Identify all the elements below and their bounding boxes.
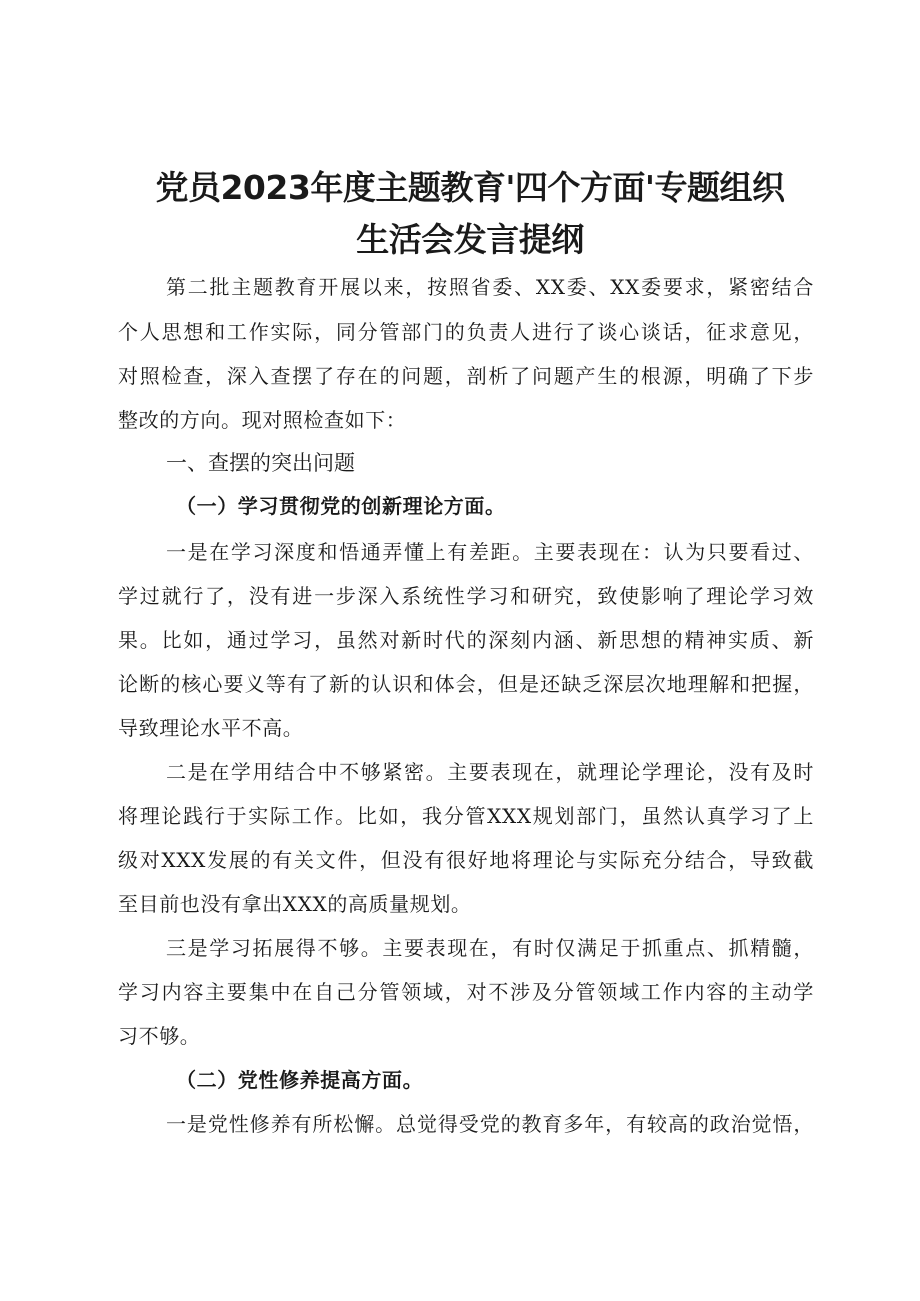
intro-line: 个人思想和工作实际，同分管部门的负责人进行了谈心谈话，征求意见， <box>118 320 814 344</box>
document-title-line-2: 生活会发言提纲 <box>356 220 584 259</box>
paragraph-line: 将理论践行于实际工作。比如，我分管XXX规划部门，虽然认真学习了上 <box>118 804 814 828</box>
document-title-line-1: 党员2023年度主题教育'四个方面'专题组织 <box>155 168 785 207</box>
intro-line: 整改的方向。现对照检查如下： <box>118 408 407 432</box>
paragraph-line: 级对XXX发展的有关文件，但没有很好地将理论与实际充分结合，导致截 <box>118 848 814 872</box>
paragraph-line: 论断的核心要义等有了新的认识和体会，但是还缺乏深层次地理解和把握， <box>118 672 814 696</box>
paragraph-line: 导致理论水平不高。 <box>118 716 304 740</box>
paragraph-line: 学习内容主要集中在自己分管领域，对不涉及分管领域工作内容的主动学 <box>118 980 814 1004</box>
paragraph-line: 一是在学习深度和悟通弄懂上有差距。主要表现在：认为只要看过、 <box>166 540 814 564</box>
intro-line: 第二批主题教育开展以来，按照省委、XX委、XX委要求，紧密结合 <box>166 275 814 299</box>
paragraph-line: 三是学习拓展得不够。主要表现在，有时仅满足于抓重点、抓精髓， <box>166 936 814 960</box>
paragraph-line: 至目前也没有拿出XXX的高质量规划。 <box>118 892 472 916</box>
subsection-heading: （二）党性修养提高方面。 <box>176 1068 424 1092</box>
paragraph-line: 学过就行了，没有进一步深入系统性学习和研究，致使影响了理论学习效 <box>118 584 814 608</box>
section-heading: 一、查摆的突出问题 <box>166 451 355 475</box>
paragraph-line: 一是党性修养有所松懈。总觉得受党的教育多年，有较高的政治觉悟， <box>166 1112 814 1136</box>
paragraph-line: 习不够。 <box>118 1024 201 1048</box>
paragraph-line: 果。比如，通过学习，虽然对新时代的深刻内涵、新思想的精神实质、新 <box>118 628 814 652</box>
intro-line: 对照检查，深入查摆了存在的问题，剖析了问题产生的根源，明确了下步 <box>118 364 814 388</box>
subsection-heading: （一）学习贯彻党的创新理论方面。 <box>176 494 506 518</box>
paragraph-line: 二是在学用结合中不够紧密。主要表现在，就理论学理论，没有及时 <box>166 760 814 784</box>
